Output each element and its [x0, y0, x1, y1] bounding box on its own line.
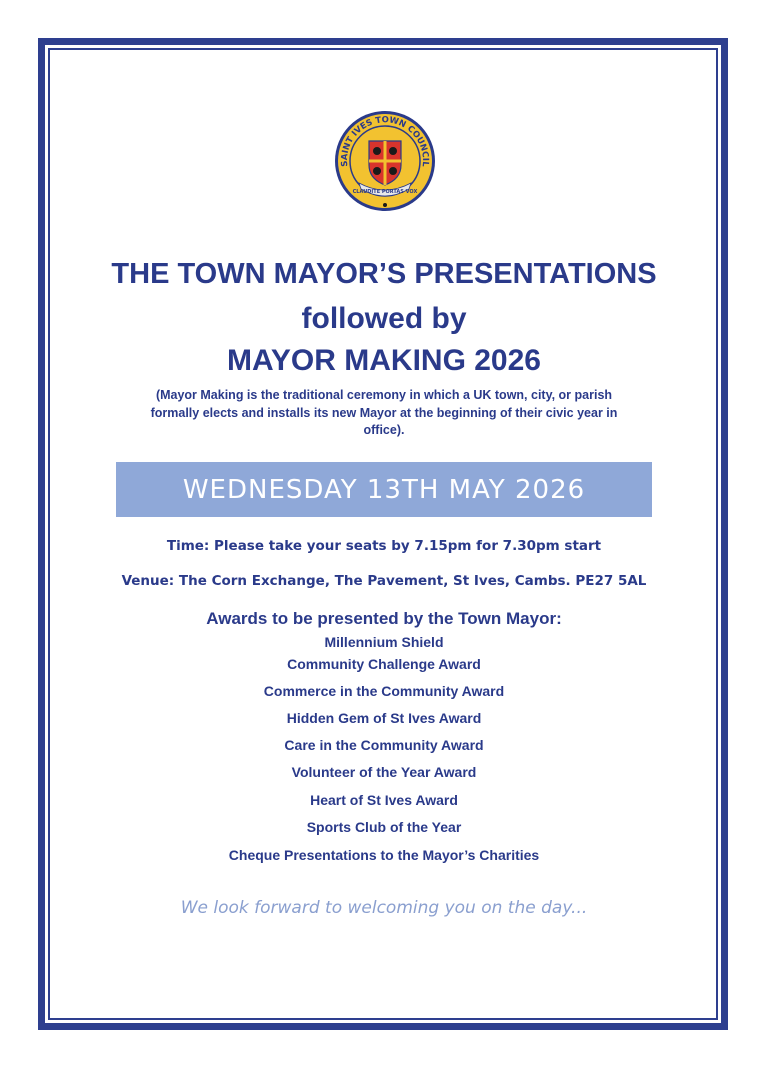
award-item: Millennium Shield	[324, 634, 444, 650]
seal-motto: CLAUDITE PORTAS VOX	[352, 189, 418, 195]
event-date: WEDNESDAY 13TH MAY 2026	[182, 474, 586, 505]
title-presentations: THE TOWN MAYOR’S PRESENTATIONS	[111, 258, 657, 290]
event-venue: Venue: The Corn Exchange, The Pavement, St Ives, Cambs. PE27 5AL	[121, 573, 647, 589]
award-item: Cheque Presentations to the Mayor’s Charities	[228, 847, 540, 863]
award-item: Volunteer of the Year Award	[291, 764, 477, 780]
title-mayor-making: MAYOR MAKING 2026	[227, 344, 541, 377]
award-item: Community Challenge Award	[287, 656, 481, 672]
event-time: Time: Please take your seats by 7.15pm for 7.30pm start	[166, 538, 602, 554]
title-followed-by: followed by	[301, 302, 467, 335]
award-item: Commerce in the Community Award	[263, 683, 505, 699]
seal-text: SAINT IVES TOWN COUNCIL	[339, 115, 431, 168]
awards-heading: Awards to be presented by the Town Mayor:	[206, 609, 562, 628]
award-item: Heart of St Ives Award	[310, 792, 458, 808]
award-item: Care in the Community Award	[284, 737, 484, 753]
award-item: Sports Club of the Year	[306, 819, 462, 835]
date-banner	[116, 462, 652, 517]
award-item: Hidden Gem of St Ives Award	[286, 710, 482, 726]
mayor-making-explanation: (Mayor Making is the traditional ceremony in which a UK town, city, or parish formally elects and installs its new Mayor at the beginning of their civic year in office).	[150, 388, 618, 437]
closing-message: We look forward to welcoming you on the day...	[180, 898, 588, 918]
town-council-seal-icon	[333, 109, 437, 213]
